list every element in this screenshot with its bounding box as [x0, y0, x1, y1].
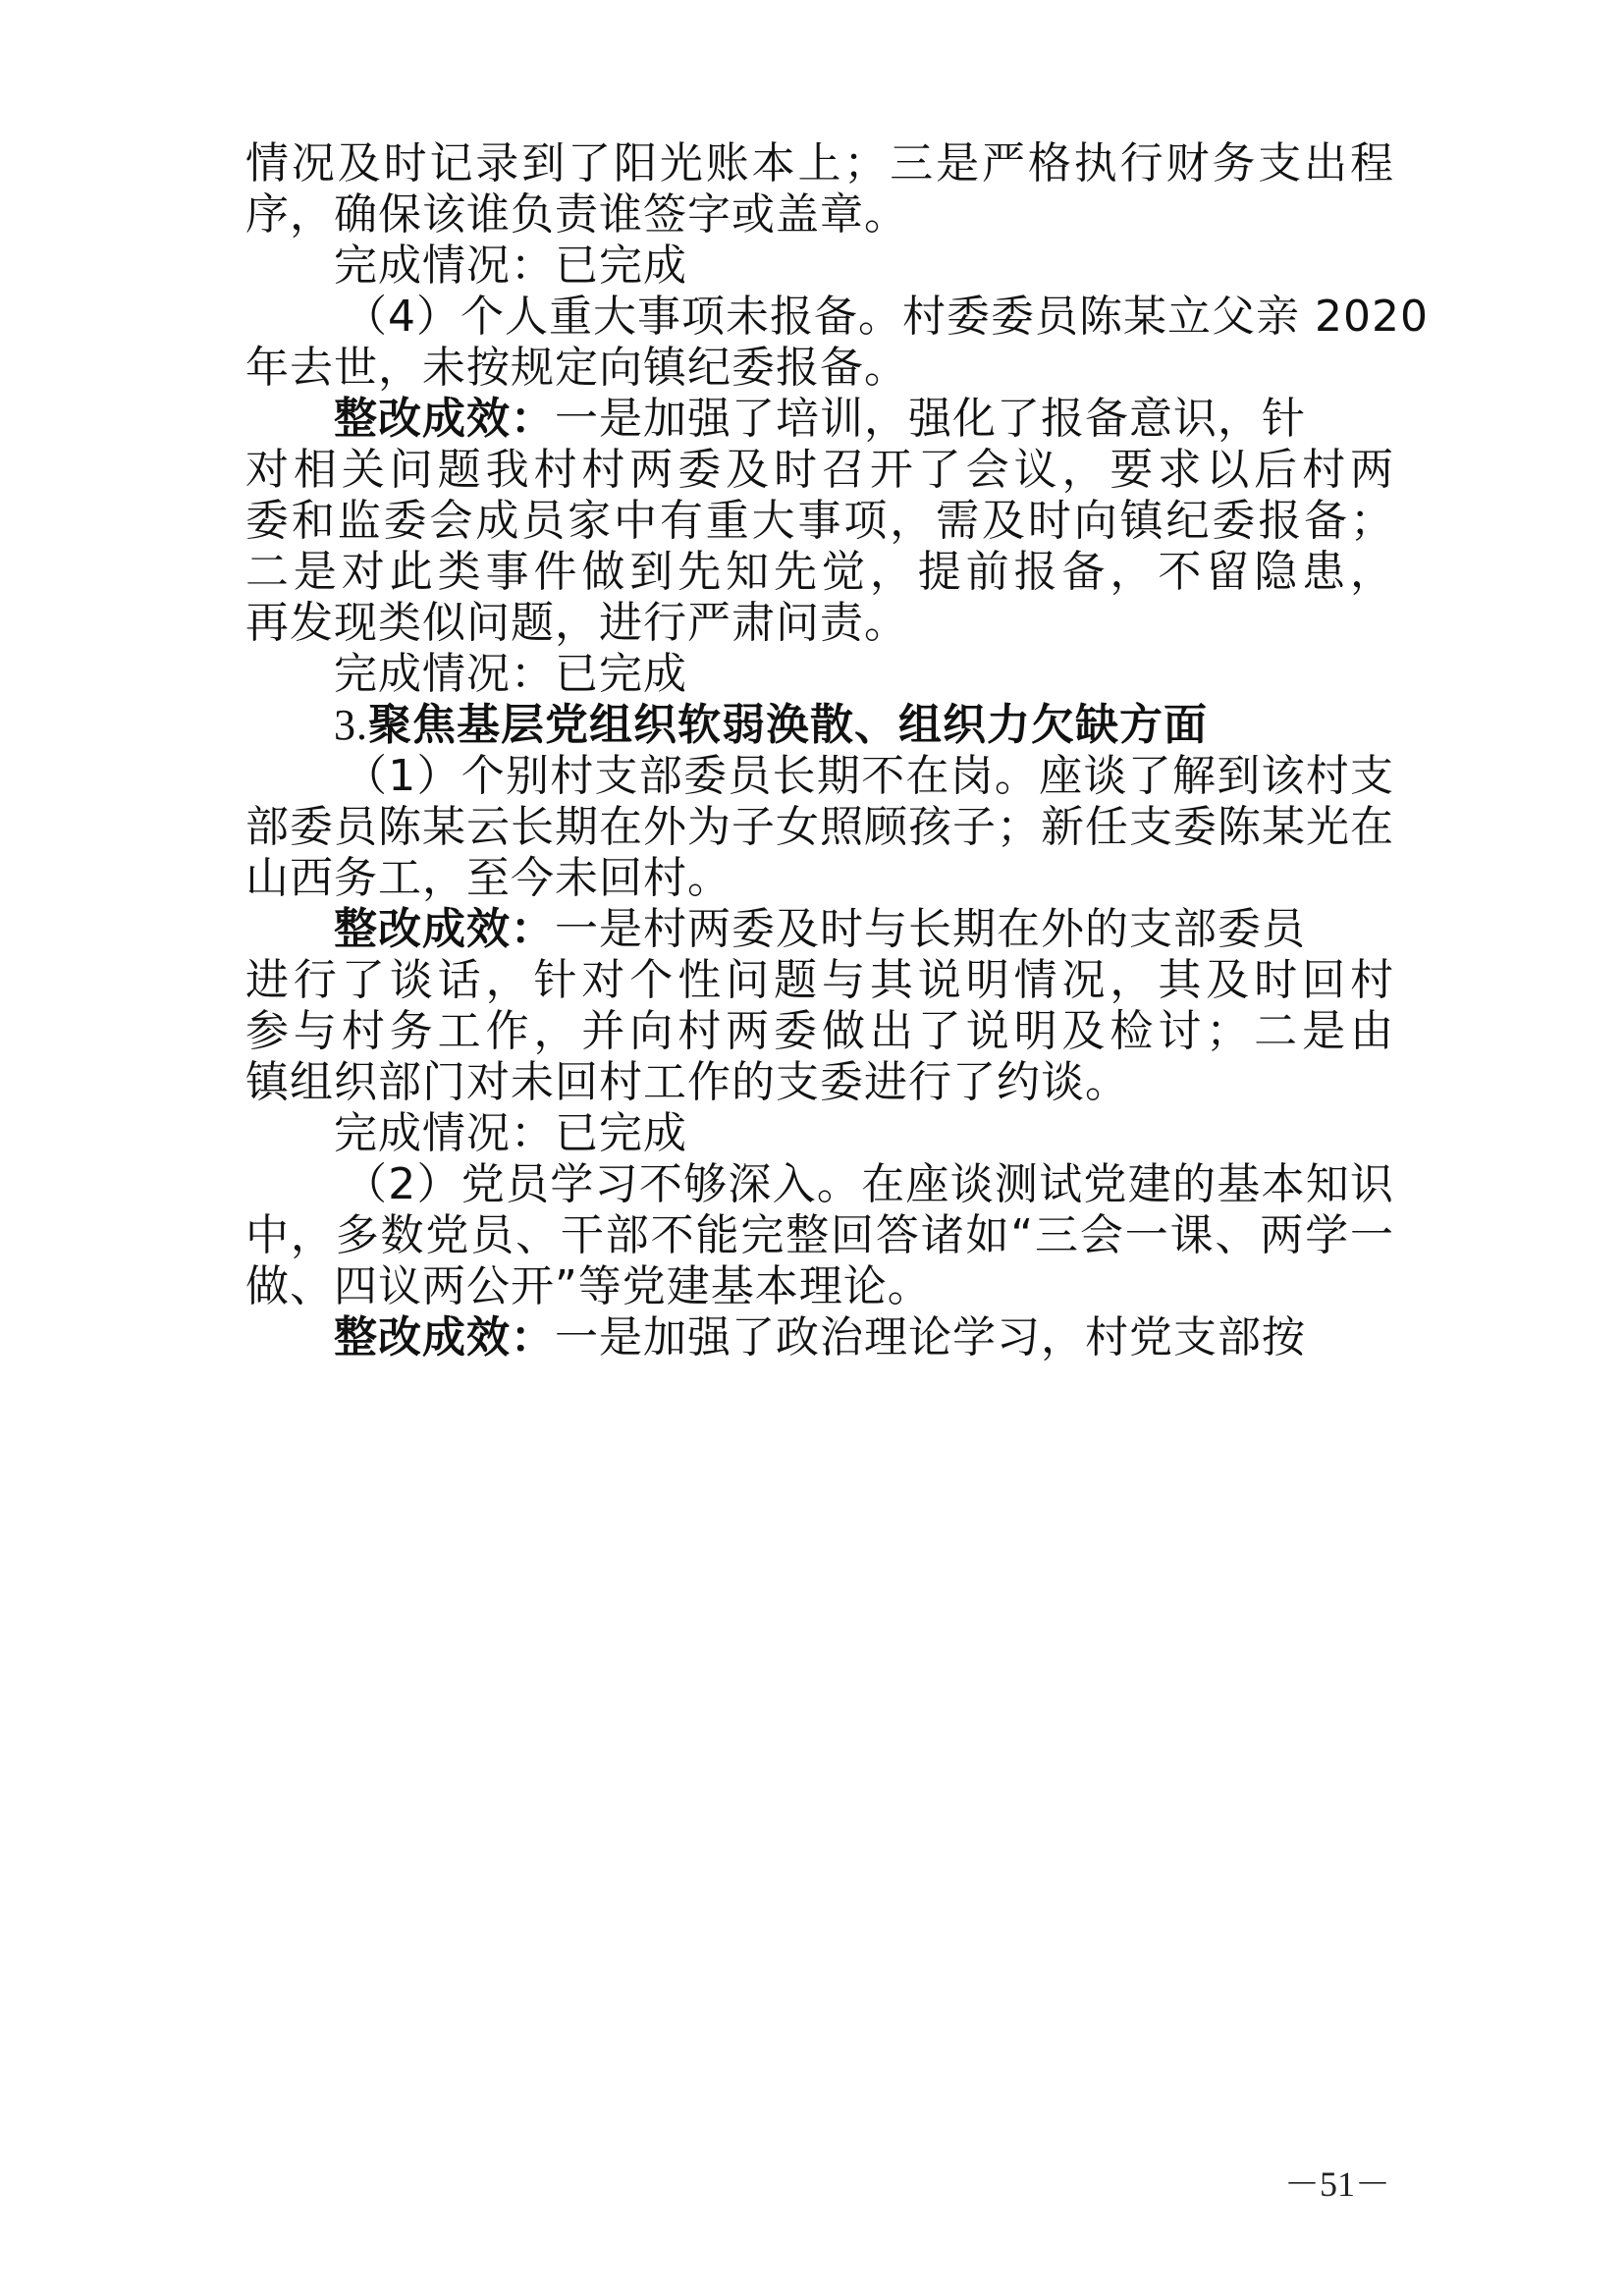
- body-line-2: 序，确保该谁负责谁签字或盖章。: [245, 189, 908, 240]
- body-line-14: 部委员陈某云长期在外为子女照顾孩子；新任支委陈某光在: [245, 802, 1394, 852]
- body-line-23: 做、四议两公开”等党建基本理论。: [245, 1261, 932, 1311]
- rectification-text: 一是村两委及时与长期在外的支部委员: [555, 904, 1306, 954]
- page-number: －51－: [1283, 2164, 1390, 2204]
- body-line-8: 委和监委会成员家中有重大事项，需及时向镇纪委报备；: [245, 496, 1394, 546]
- rectification-label: 整改成效：: [334, 394, 555, 444]
- rectification-text: 一是加强了政治理论学习，村党支部按: [555, 1312, 1306, 1362]
- issue-2-heading: （2）党员学习不够深入。在座谈测试党建的基本知识: [344, 1159, 1394, 1209]
- completion-status-2: 完成情况：已完成: [334, 649, 687, 699]
- body-line-10: 再发现类似问题，进行严肃问责。: [245, 598, 908, 648]
- completion-status-1: 完成情况：已完成: [334, 240, 687, 291]
- completion-status-3: 完成情况：已完成: [334, 1108, 687, 1158]
- body-line-7: 对相关问题我村村两委及时召开了会议，要求以后村两: [245, 445, 1394, 495]
- rectification-text: 一是加强了培训，强化了报备意识，针: [555, 394, 1306, 444]
- rectification-label: 整改成效：: [334, 904, 555, 954]
- body-line-5: 年去世，未按规定向镇纪委报备。: [245, 343, 908, 393]
- body-line-17: 进行了谈话，针对个性问题与其说明情况，其及时回村: [245, 955, 1394, 1005]
- body-line-22: 中，多数党员、干部不能完整回答诸如“三会一课、两学一: [245, 1210, 1394, 1260]
- body-line-15: 山西务工，至今未回村。: [245, 853, 731, 903]
- section-title: 聚焦基层党组织软弱涣散、组织力欠缺方面: [368, 700, 1208, 750]
- body-line-9: 二是对此类事件做到先知先觉，提前报备，不留隐患，: [245, 547, 1394, 597]
- rectification-label: 整改成效：: [334, 1312, 555, 1362]
- rectification-paragraph-3: [334, 1300, 1394, 1376]
- body-line-1: 情况及时记录到了阳光账本上；三是严格执行财务支出程: [245, 138, 1394, 188]
- issue-1-heading: （1）个别村支部委员长期不在岗。座谈了解到该村支: [344, 751, 1394, 801]
- body-line-18: 参与村务工作，并向村两委做出了说明及检讨；二是由: [245, 1006, 1394, 1056]
- section-number: 3.: [334, 701, 368, 749]
- body-line-19: 镇组织部门对未回村工作的支委进行了约谈。: [245, 1057, 1129, 1107]
- issue-4-heading: （4）个人重大事项未报备。村委委员陈某立父亲 2020: [344, 292, 1429, 342]
